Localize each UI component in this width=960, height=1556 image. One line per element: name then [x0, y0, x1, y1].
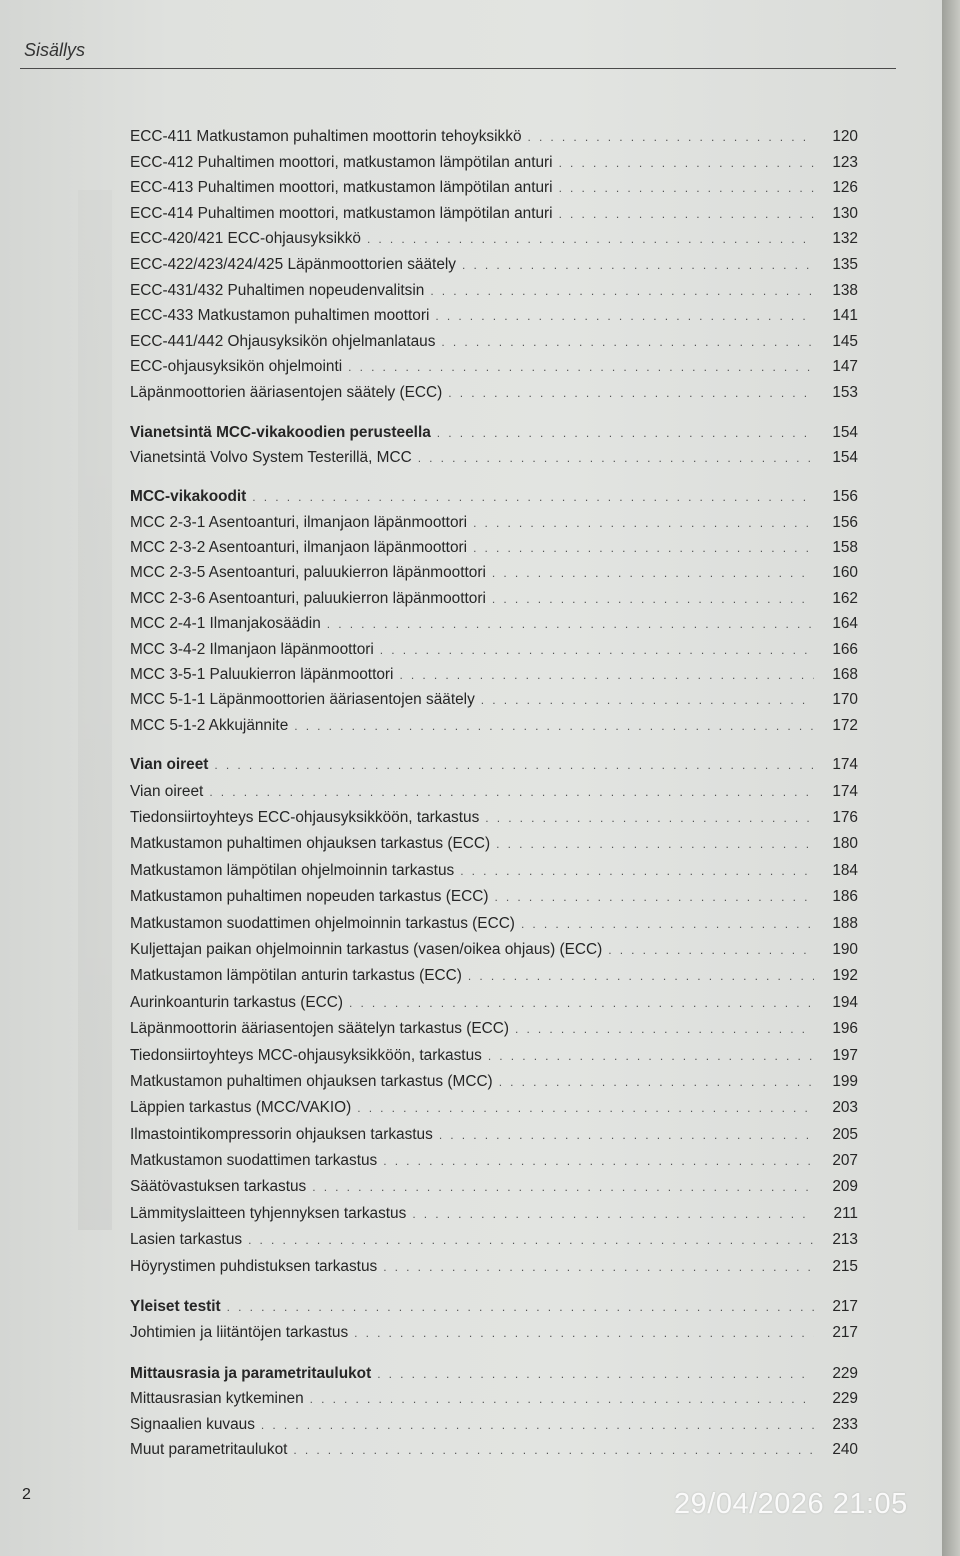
toc-entry-row	[130, 937, 858, 963]
toc-page-number: 213	[832, 1231, 858, 1249]
toc-entry-row	[130, 150, 858, 176]
toc-page-number: 126	[832, 179, 858, 197]
toc-entry-row	[130, 805, 858, 831]
dot-leader	[439, 1122, 814, 1148]
dot-leader	[559, 151, 814, 177]
toc-entry-row	[130, 884, 858, 910]
dot-leader	[209, 779, 814, 805]
toc-entry-title: Matkustamon suodattimen tarkastus	[130, 1152, 378, 1170]
toc-entry-row	[130, 354, 858, 380]
toc-entry-title: ECC-412 Puhaltimen moottori, matkustamon lämpötilan anturi	[130, 153, 553, 171]
toc-page-number: 138	[832, 281, 858, 299]
toc-entry-row	[130, 535, 858, 560]
toc-page-number: 196	[832, 1020, 858, 1038]
dot-leader	[499, 1069, 814, 1095]
toc-entry-row	[130, 1122, 858, 1148]
toc-entry-title: Läppien tarkastus (MCC/VAKIO)	[130, 1099, 352, 1117]
toc-entry-title: Tiedonsiirtoyhteys MCC-ohjausyksikköön, tarkastus	[130, 1046, 482, 1064]
toc-heading-title: Yleiset testit	[130, 1298, 221, 1316]
dot-leader	[383, 1254, 814, 1280]
dot-leader	[528, 125, 815, 151]
toc-entry-title: MCC 2-3-6 Asentoanturi, paluukierron läpänmoottori	[130, 589, 486, 607]
toc-entry-row	[130, 687, 858, 712]
toc-entry-row	[130, 1174, 858, 1200]
toc-entry-title: ECC-413 Puhaltimen moottori, matkustamon lämpötilan anturi	[130, 179, 553, 197]
toc-entry-row	[130, 1412, 858, 1437]
toc-entry-title: ECC-414 Puhaltimen moottori, matkustamon lämpötilan anturi	[130, 204, 553, 222]
toc-page-number: 240	[832, 1440, 858, 1458]
toc-entry-title: Lämmityslaitteen tyhjennyksen tarkastus	[130, 1204, 407, 1222]
toc-heading-row	[130, 484, 858, 509]
toc-entry-row	[130, 637, 858, 662]
toc-page-number: 215	[832, 1257, 858, 1275]
toc-entry-title: Matkustamon lämpötilan anturin tarkastus (ECC)	[130, 967, 462, 985]
toc-entry-title: Lasien tarkastus	[130, 1231, 243, 1249]
toc-entry-title: Signaalien kuvaus	[130, 1415, 255, 1433]
toc-entry-row	[130, 278, 858, 304]
toc-entry-title: ECC-420/421 ECC-ohjausyksikkö	[130, 230, 361, 248]
toc-page-number: 160	[832, 564, 858, 582]
dot-leader	[492, 561, 814, 586]
toc-entry-title: Matkustamon puhaltimen ohjauksen tarkastus (ECC)	[130, 835, 491, 853]
dot-leader	[441, 330, 814, 356]
toc-section-ecc-codes	[130, 124, 858, 406]
toc-page-number: 135	[832, 255, 858, 273]
toc-page-number: 209	[832, 1178, 858, 1196]
toc-page-number: 120	[832, 128, 858, 145]
dot-leader	[380, 638, 814, 663]
toc-page-number: 147	[832, 358, 858, 376]
toc-entry-row	[130, 380, 858, 406]
toc-page-number: 211	[833, 1204, 858, 1222]
toc-entry-title: MCC 3-4-2 Ilmanjaon läpänmoottori	[130, 640, 374, 658]
dot-leader	[521, 911, 814, 937]
toc-entry-title: Matkustamon lämpötilan ohjelmoinnin tarkastus	[130, 861, 455, 879]
toc-page-number: 229	[832, 1390, 858, 1408]
dot-leader	[261, 1413, 814, 1438]
page-number: 2	[22, 1486, 31, 1503]
toc-entry-row	[130, 1148, 858, 1174]
toc-entry-row	[130, 963, 858, 989]
toc-entry-row	[130, 303, 858, 329]
toc-page-number: 123	[832, 153, 858, 171]
toc-page-number: 176	[832, 809, 858, 826]
toc-entry-row	[130, 1437, 858, 1462]
dot-leader	[354, 1320, 814, 1346]
toc-entry-row	[130, 329, 858, 355]
dot-leader	[492, 587, 814, 612]
toc-page-number: 207	[832, 1152, 858, 1170]
toc-page-number: 217	[832, 1298, 858, 1316]
dot-leader	[481, 688, 814, 713]
dot-leader	[383, 1148, 814, 1174]
toc-entry-title: MCC 2-4-1 Ilmanjakosäädin	[130, 615, 321, 633]
toc-entry-row	[130, 252, 858, 278]
toc-page-number: 156	[832, 488, 858, 506]
toc-entry-title: Ilmastointikompressorin ohjauksen tarkastus	[130, 1125, 433, 1143]
toc-heading-title: Mittausrasia ja parametritaulukot	[130, 1364, 372, 1382]
dot-leader	[312, 1174, 814, 1200]
dot-leader	[252, 485, 814, 510]
toc-page-number: 170	[832, 691, 858, 709]
toc-entry-row	[130, 124, 858, 150]
toc-page-number: 153	[832, 383, 858, 401]
toc-entry-row	[130, 1043, 858, 1069]
toc-entry-title: Kuljettajan paikan ohjelmoinnin tarkastus (vasen/oikea ohjaus) (ECC)	[130, 940, 603, 958]
toc-page-number: 180	[832, 835, 858, 853]
dot-leader	[488, 1043, 814, 1069]
toc-heading-title: Vianetsintä MCC-vikakoodien perusteella	[130, 423, 431, 441]
toc-page-number: 141	[832, 307, 858, 325]
toc-entry-row	[130, 1016, 858, 1042]
toc-entry-title: ECC-411 Matkustamon puhaltimen moottorin tehoyksikkö	[130, 128, 522, 145]
running-head: Sisällys	[24, 40, 86, 60]
dot-leader	[473, 511, 814, 536]
toc-section-measurement-box	[130, 1361, 858, 1463]
toc-entry-row	[130, 662, 858, 687]
toc-entry-row	[130, 175, 858, 201]
toc-page-number: 194	[832, 993, 858, 1011]
toc-entry-row	[130, 1201, 858, 1227]
toc-entry-row	[130, 1095, 858, 1121]
toc-page-number: 145	[832, 332, 858, 350]
toc-page-number: 172	[832, 716, 858, 734]
toc-entry-row	[130, 831, 858, 857]
dot-leader	[214, 752, 814, 778]
toc-page-number: 156	[832, 513, 858, 531]
dot-leader	[559, 176, 814, 202]
toc-entry-row	[130, 1386, 858, 1411]
toc-entry-row	[130, 201, 858, 227]
bleed-through-shadow	[78, 190, 112, 1230]
dot-leader	[468, 963, 814, 989]
toc-entry-row	[130, 560, 858, 585]
toc-page-number: 203	[832, 1099, 858, 1117]
photo-timestamp: 29/04/2026 21:05	[674, 1488, 908, 1520]
toc-entry-row	[130, 510, 858, 535]
table-of-contents	[130, 124, 858, 1476]
toc-heading-row	[130, 752, 858, 778]
toc-page-number: 168	[832, 666, 858, 684]
toc-heading-title: Vian oireet	[130, 756, 209, 774]
toc-entry-row	[130, 586, 858, 611]
toc-entry-row	[130, 858, 858, 884]
toc-page-number: 154	[832, 423, 858, 441]
toc-page-number: 188	[832, 914, 858, 932]
dot-leader	[349, 990, 814, 1016]
toc-entry-title: ECC-431/432 Puhaltimen nopeudenvalitsin	[130, 281, 425, 299]
toc-entry-row	[130, 990, 858, 1016]
toc-heading-row	[130, 1294, 858, 1320]
toc-section-mcc-fault-codes	[130, 484, 858, 738]
toc-page-number: 190	[832, 940, 858, 958]
toc-entry-title: MCC 2-3-5 Asentoanturi, paluukierron läpänmoottori	[130, 564, 486, 582]
toc-section-symptoms	[130, 752, 858, 1280]
toc-entry-title: MCC 2-3-2 Asentoanturi, ilmanjaon läpänmoottori	[130, 539, 468, 557]
toc-entry-title: Johtimien ja liitäntöjen tarkastus	[130, 1324, 349, 1342]
dot-leader	[515, 1016, 814, 1042]
toc-page-number: 197	[832, 1046, 858, 1064]
toc-entry-title: Mittausrasian kytkeminen	[130, 1390, 304, 1408]
toc-entry-title: Muut parametritaulukot	[130, 1440, 288, 1458]
dot-leader	[294, 714, 814, 739]
dot-leader	[485, 805, 814, 831]
toc-page-number: 132	[832, 230, 858, 248]
toc-entry-title: Tiedonsiirtoyhteys ECC-ohjausyksikköön, tarkastus	[130, 809, 480, 826]
dot-leader	[227, 1294, 814, 1320]
toc-entry-title: Matkustamon puhaltimen ohjauksen tarkastus (MCC)	[130, 1072, 493, 1090]
toc-entry-title: Vian oireet	[130, 782, 204, 800]
toc-page-number: 130	[832, 204, 858, 222]
page-edge	[942, 0, 960, 1556]
dot-leader	[462, 253, 814, 279]
toc-entry-title: ECC-422/423/424/425 Läpänmoottorien säätely	[130, 255, 456, 273]
toc-heading-title: MCC-vikakoodit	[130, 488, 247, 506]
dot-leader	[412, 1201, 814, 1227]
dot-leader	[494, 884, 814, 910]
toc-page-number: 229	[832, 1364, 858, 1382]
dot-leader	[310, 1387, 814, 1412]
toc-entry-row	[130, 1254, 858, 1280]
toc-entry-row	[130, 445, 858, 470]
dot-leader	[348, 355, 814, 381]
toc-entry-row	[130, 1069, 858, 1095]
toc-page-number: 199	[832, 1072, 858, 1090]
toc-entry-title: Matkustamon puhaltimen nopeuden tarkastus (ECC)	[130, 888, 489, 906]
toc-entry-row	[130, 911, 858, 937]
dot-leader	[608, 937, 814, 963]
toc-entry-title: Aurinkoanturin tarkastus (ECC)	[130, 993, 343, 1011]
toc-heading-row	[130, 1361, 858, 1386]
toc-entry-title: Matkustamon suodattimen ohjelmoinnin tarkastus (ECC)	[130, 914, 515, 932]
toc-page-number: 158	[832, 539, 858, 557]
dot-leader	[418, 446, 814, 471]
toc-entry-title: Säätövastuksen tarkastus	[130, 1178, 307, 1196]
toc-entry-title: Höyrystimen puhdistuksen tarkastus	[130, 1257, 378, 1275]
dot-leader	[496, 831, 814, 857]
toc-entry-title: ECC-433 Matkustamon puhaltimen moottori	[130, 307, 430, 325]
dot-leader	[473, 536, 814, 561]
toc-page-number: 162	[832, 589, 858, 607]
toc-entry-row	[130, 611, 858, 636]
toc-entry-title: ECC-ohjausyksikön ohjelmointi	[130, 358, 343, 376]
toc-heading-row	[130, 420, 858, 445]
toc-page-number: 233	[832, 1415, 858, 1433]
toc-entry-title: MCC 3-5-1 Paluukierron läpänmoottori	[130, 666, 394, 684]
toc-section-mcc-troubleshooting	[130, 420, 858, 471]
toc-entry-title: MCC 5-1-1 Läpänmoottorien ääriasentojen säätely	[130, 691, 475, 709]
toc-entry-row	[130, 1227, 858, 1253]
toc-entry-row	[130, 226, 858, 252]
toc-page-number: 217	[832, 1324, 858, 1342]
dot-leader	[460, 858, 814, 884]
dot-leader	[435, 304, 814, 330]
dot-leader	[357, 1095, 814, 1121]
toc-entry-title: Läpänmoottorin ääriasentojen säätelyn tarkastus (ECC)	[130, 1020, 509, 1038]
dot-leader	[437, 421, 814, 446]
toc-section-general-tests	[130, 1294, 858, 1347]
toc-page-number: 192	[832, 967, 858, 985]
toc-entry-title: MCC 5-1-2 Akkujännite	[130, 716, 289, 734]
dot-leader	[559, 202, 814, 228]
header-rule	[20, 68, 896, 69]
dot-leader	[448, 381, 814, 407]
toc-entry-title: MCC 2-3-1 Asentoanturi, ilmanjaon läpänmoottori	[130, 513, 468, 531]
dot-leader	[399, 663, 814, 688]
toc-page-number: 174	[832, 756, 858, 774]
toc-page-number: 166	[832, 640, 858, 658]
toc-page-number: 184	[832, 861, 858, 879]
toc-entry-title: Vianetsintä Volvo System Testerillä, MCC	[130, 448, 412, 466]
toc-page-number: 164	[832, 615, 858, 633]
toc-entry-row	[130, 779, 858, 805]
toc-entry-row	[130, 1320, 858, 1346]
dot-leader	[430, 279, 814, 305]
toc-entry-title: ECC-441/442 Ohjausyksikön ohjelmanlataus	[130, 332, 436, 350]
dot-leader	[293, 1438, 814, 1463]
dot-leader	[248, 1227, 814, 1253]
dot-leader	[367, 227, 814, 253]
dot-leader	[377, 1362, 814, 1387]
toc-entry-row	[130, 713, 858, 738]
toc-page-number: 154	[832, 448, 858, 466]
toc-page-number: 174	[832, 782, 858, 800]
toc-page-number: 205	[832, 1125, 858, 1143]
toc-entry-title: Läpänmoottorien ääriasentojen säätely (ECC)	[130, 383, 443, 401]
dot-leader	[327, 612, 814, 637]
toc-page-number: 186	[832, 888, 858, 906]
